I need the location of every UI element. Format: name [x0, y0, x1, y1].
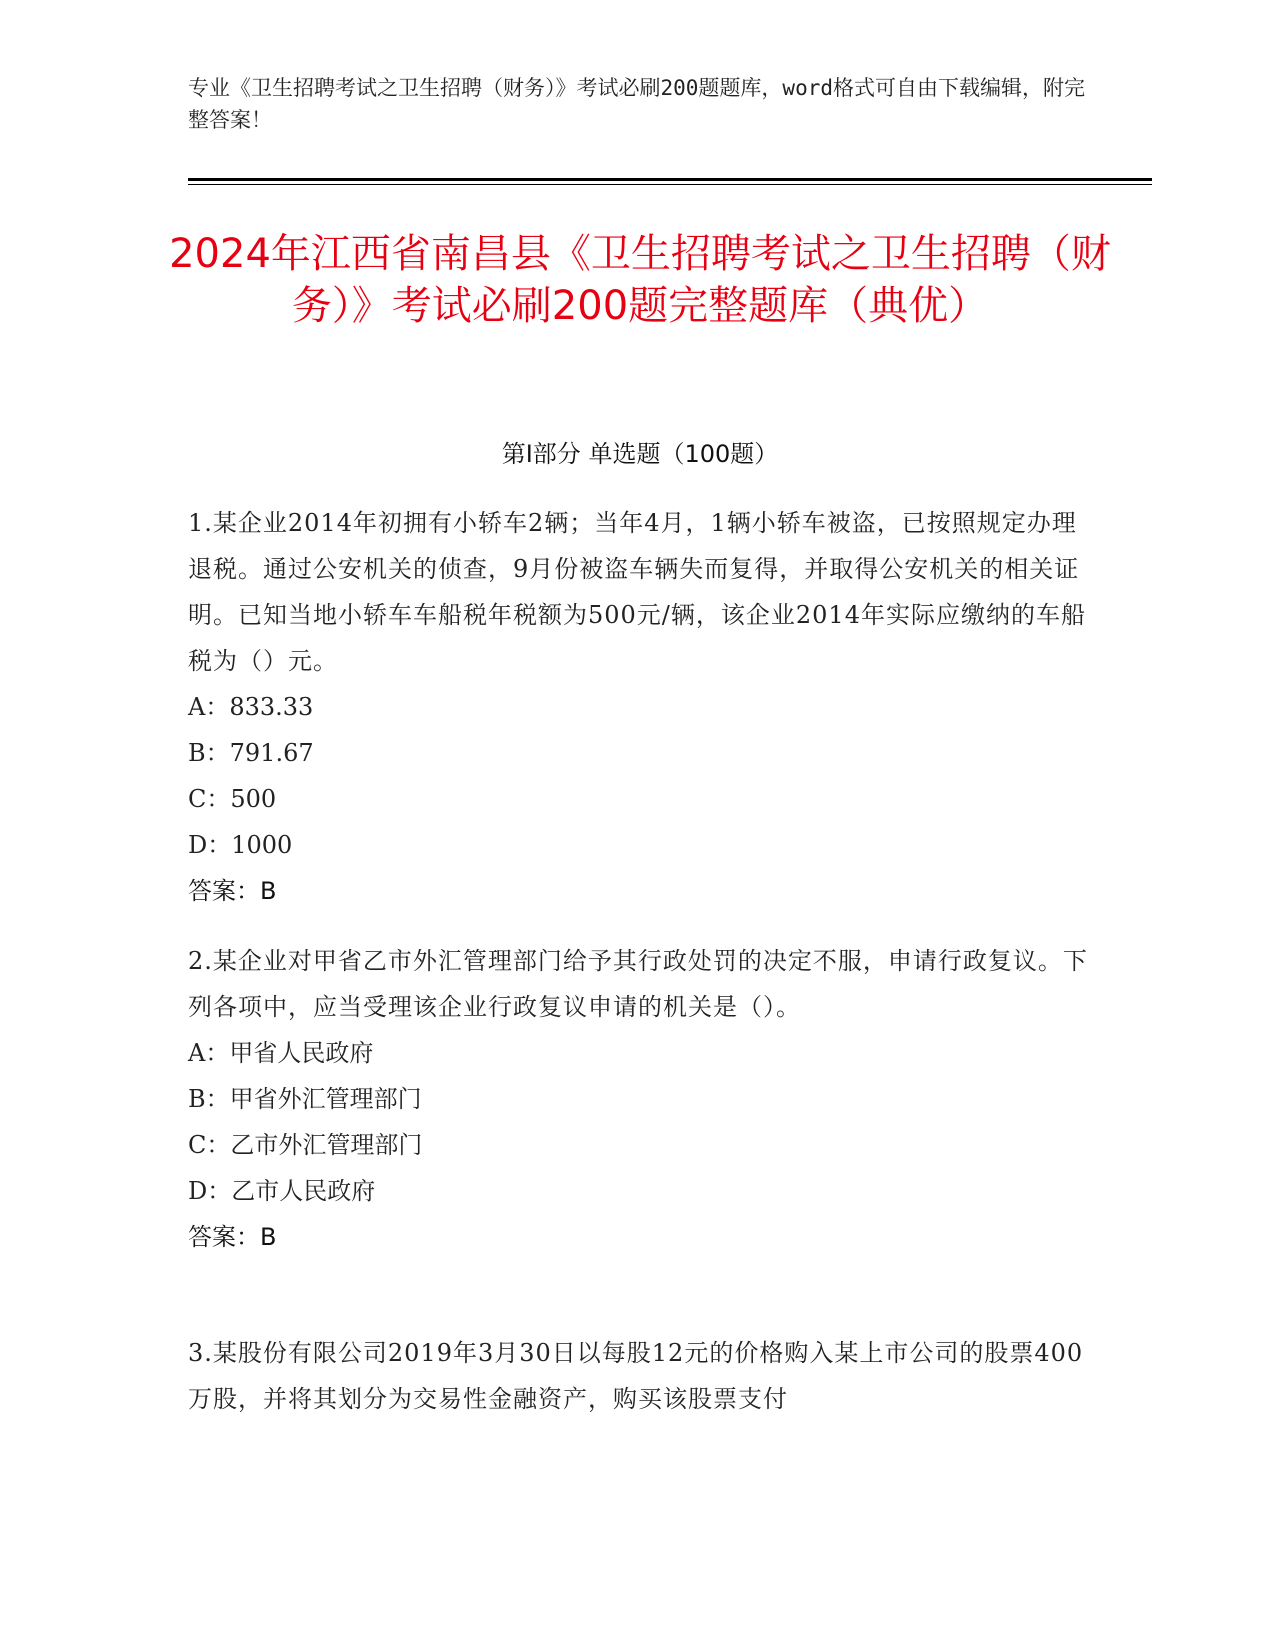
question-2-answer: 答案：B: [188, 1223, 277, 1251]
section-title: 第I部分 单选题（100题）: [501, 440, 779, 468]
header-rule-thick: [188, 178, 1152, 181]
question-2-option-b: B：甲省外汇管理部门: [188, 1085, 422, 1113]
question-1-answer: 答案：B: [188, 877, 277, 905]
question-1: [188, 500, 1088, 914]
question-2: [188, 938, 1088, 1260]
document-title: 2024年江西省南昌县《卫生招聘考试之卫生招聘（财务）》考试必刷200题完整题库（典优）: [169, 231, 1111, 329]
question-2-option-c: C：乙市外汇管理部门: [188, 1131, 423, 1159]
question-3-stem: 3.某股份有限公司2019年3月30日以每股12元的价格购入某上市公司的股票400万股，并将其划分为交易性金融资产，购买该股票支付: [188, 1339, 1084, 1413]
question-1-option-d: D：1000: [188, 831, 293, 859]
question-2-option-d: D：乙市人民政府: [188, 1177, 376, 1205]
header-note: 专业《卫生招聘考试之卫生招聘（财务）》考试必刷200题题库，word格式可自由下载编辑，附完整答案！: [188, 76, 1085, 132]
question-1-stem: 1.某企业2014年初拥有小轿车2辆；当年4月，1辆小轿车被盗，已按照规定办理退税。通过公安机关的侦查，9月份被盗车辆失而复得，并取得公安机关的相关证明。已知当地小轿车车船税年税额为500元/辆，该企业2014年实际应缴纳的车船税为（）元。: [188, 509, 1086, 675]
question-3: [188, 1330, 1088, 1422]
question-1-option-a: A：833.33: [188, 693, 314, 721]
question-2-option-a: A：甲省人民政府: [188, 1039, 374, 1067]
question-2-stem: 2.某企业对甲省乙市外汇管理部门给予其行政处罚的决定不服，申请行政复议。下列各项中，应当受理该企业行政复议申请的机关是（）。: [188, 947, 1088, 1021]
header-rule-thin: [188, 184, 1152, 185]
question-1-option-c: C：500: [188, 785, 277, 813]
question-1-option-b: B：791.67: [188, 739, 314, 767]
